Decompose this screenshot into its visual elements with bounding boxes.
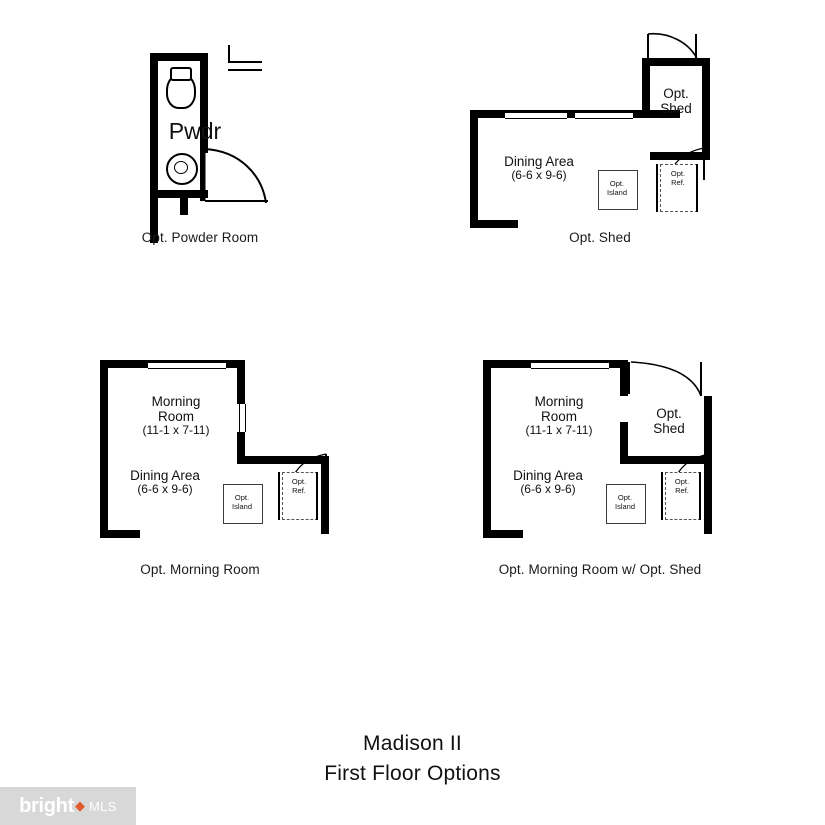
- window: [531, 362, 609, 369]
- window: [148, 362, 226, 369]
- alcove-wall: [278, 472, 280, 520]
- wall-left-stub: [150, 190, 158, 230]
- dining-dim: (6-6 x 9-6): [511, 168, 567, 183]
- room-label-pwdr-text: Pwdr: [168, 118, 222, 144]
- dining-name: Dining Area: [504, 154, 574, 169]
- opt-ref-line1: Opt.: [291, 477, 307, 486]
- wall-left: [483, 360, 491, 538]
- shed-name-line2: Shed: [653, 421, 685, 437]
- wall-right-upper: [237, 360, 245, 404]
- opt-island-label: [223, 494, 261, 511]
- watermark-suffix: MLS: [88, 798, 117, 814]
- window-2: [575, 112, 633, 119]
- caption-opt-shed: Opt. Shed: [569, 230, 631, 245]
- shed-name-line2: Shed: [660, 101, 692, 117]
- sink-basin-icon: [174, 161, 188, 174]
- morning-dim: (11-1 x 7-11): [525, 423, 593, 438]
- plan-opt-morning-room: [100, 360, 345, 540]
- toilet-tank-icon: [170, 67, 192, 81]
- watermark-dot-icon: ◆: [74, 798, 85, 813]
- opt-island-line1: Opt.: [617, 493, 633, 502]
- alcove-wall: [656, 164, 658, 212]
- sheet-title: [0, 732, 825, 786]
- morning-dim: (11-1 x 7-11): [142, 423, 210, 438]
- opt-ref-label: [660, 170, 696, 187]
- alcove-wall-2: [316, 472, 318, 520]
- opt-ref-line1: Opt.: [670, 169, 686, 178]
- shed-name-line1: Opt.: [656, 406, 682, 421]
- wall-bottom-left: [483, 530, 523, 538]
- morning-name-line1: Morning: [151, 394, 201, 409]
- alcove-wall-2: [699, 472, 701, 520]
- opt-island-line2: Island: [606, 187, 627, 197]
- plan-opt-powder-room: [150, 45, 280, 210]
- opt-ref-line2: Ref.: [675, 485, 689, 495]
- caption-opt-morning-room: Opt. Morning Room: [140, 562, 260, 577]
- dining-name: Dining Area: [513, 468, 583, 483]
- opt-island-line2: Island: [614, 501, 635, 511]
- room-label-shed: [646, 86, 706, 116]
- room-label-pwdr: [140, 119, 250, 145]
- morning-name-line2: Room: [157, 409, 194, 425]
- opt-ref-line2: Ref.: [292, 485, 306, 495]
- window-right: [239, 404, 246, 432]
- title-sheet-name: First Floor Options: [324, 762, 501, 785]
- room-label-dining: [100, 468, 230, 497]
- opt-ref-line1: Opt.: [674, 477, 690, 486]
- caption-opt-powder-room: Opt. Powder Room: [141, 230, 259, 245]
- wall-tick-horizontal-2: [228, 69, 262, 71]
- wall-bottom-left: [100, 530, 140, 538]
- plan-opt-morning-room-with-opt-shed: [483, 360, 733, 540]
- room-label-morning: [499, 394, 619, 438]
- wall-left: [100, 360, 108, 538]
- shed-name-line1: Opt.: [663, 86, 689, 101]
- watermark-bright-mls: [0, 787, 136, 825]
- title-plan-name: Madison II: [363, 732, 462, 755]
- opt-ref-label: [665, 478, 699, 495]
- shed-door-swing-icon: [646, 30, 706, 64]
- dining-dim: (6-6 x 9-6): [137, 482, 193, 497]
- window: [505, 112, 567, 119]
- opt-island-line1: Opt.: [234, 493, 250, 502]
- caption-opt-morning-room-with-opt-shed: Opt. Morning Room w/ Opt. Shed: [498, 562, 702, 577]
- morning-name-line1: Morning: [534, 394, 584, 409]
- alcove-wall: [661, 472, 663, 520]
- room-label-dining: [483, 468, 613, 497]
- morning-name-line2: Room: [540, 409, 577, 425]
- wall-bottom-left: [470, 220, 518, 228]
- wall-tick-horizontal: [228, 61, 262, 63]
- opt-island-label: [606, 494, 644, 511]
- opt-island-line1: Opt.: [609, 179, 625, 188]
- opt-ref-line2: Ref.: [671, 177, 685, 187]
- watermark-brand: bright: [19, 794, 74, 817]
- room-label-shed: [639, 406, 699, 436]
- room-label-morning: [116, 394, 236, 438]
- dining-dim: (6-6 x 9-6): [520, 482, 576, 497]
- opt-island-line2: Island: [231, 501, 252, 511]
- opt-island-label: [598, 180, 636, 197]
- wall-bottom-stub: [180, 190, 188, 215]
- opt-ref-label: [282, 478, 316, 495]
- room-label-dining: [464, 154, 614, 183]
- alcove-wall-2: [696, 164, 698, 212]
- door-swing-icon: [200, 145, 270, 207]
- dining-name: Dining Area: [130, 468, 200, 483]
- plan-opt-shed: [470, 30, 730, 215]
- shed-door-swing-icon: [627, 360, 707, 400]
